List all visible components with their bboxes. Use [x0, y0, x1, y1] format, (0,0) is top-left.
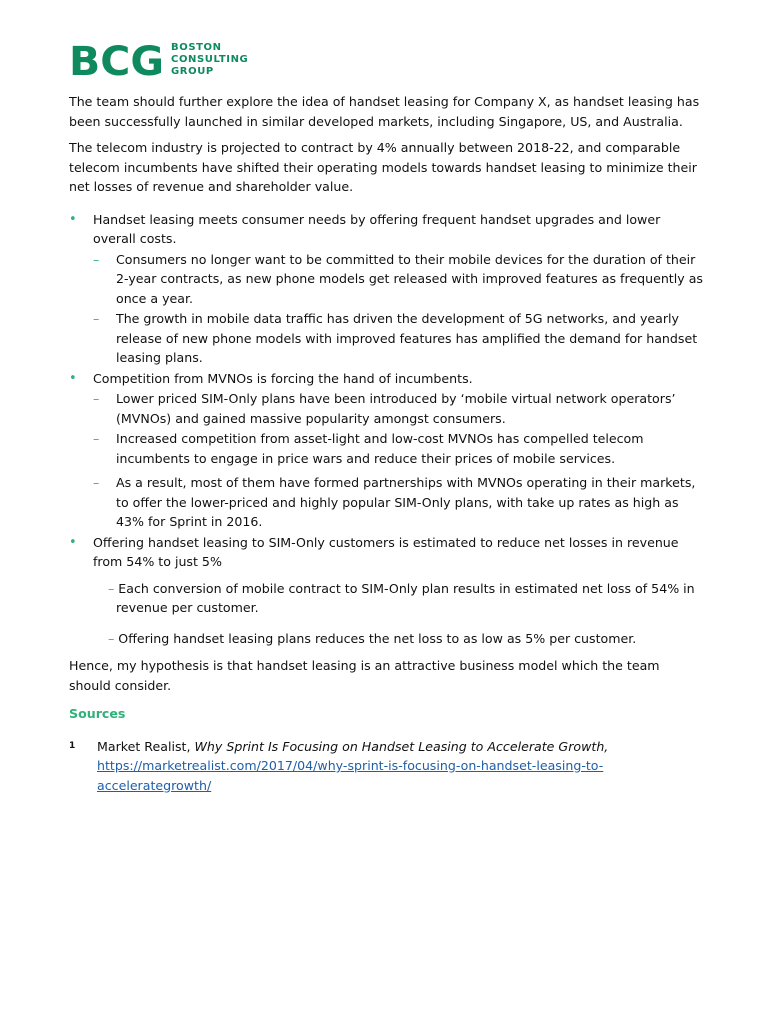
dash-icon: –	[93, 311, 100, 326]
sub-item	[93, 579, 703, 618]
sub-item-text: Offering handset leasing plans reduces the net loss to as low as 5% per customer.	[118, 630, 637, 646]
bullet-dot-icon: •	[69, 534, 77, 550]
dash-icon: –	[93, 475, 100, 490]
bullet-dot-icon: •	[69, 370, 77, 386]
bcg-logo-mark	[69, 42, 165, 78]
sub-item-text: Lower priced SIM-Only plans have been introduced by ‘mobile virtual network operators’ (MVNOs) and gained massive popularity amongst consumers.	[116, 391, 676, 426]
bullet-dot-icon: •	[69, 211, 77, 227]
bcg-logo-wordmark	[171, 42, 248, 78]
bcg-logo-letters: BCG	[69, 42, 164, 78]
bullet-consumer-needs	[69, 210, 703, 368]
logo-word-2: CONSULTING	[171, 54, 249, 65]
key-points-list	[69, 210, 703, 649]
dash-icon: –	[108, 630, 115, 646]
sub-item-text: Each conversion of mobile contract to SIM-Only plan results in estimated net loss of 54% in revenue per customer.	[116, 580, 695, 615]
dash-icon: –	[93, 251, 100, 267]
intro-paragraph: The team should further explore the idea of handset leasing for Company X, as handset leasing has been successfully launched in similar developed markets, including Singapore, US, and Australia.	[69, 94, 700, 129]
sub-item-text: The growth in mobile data traffic has driven the development of 5G networks, and yearly release of new phone models with improved features has amplified the demand for handset leasing plans.	[116, 311, 698, 365]
sub-item	[93, 473, 703, 532]
conclusion-paragraph: Hence, my hypothesis is that handset leasing is an attractive business model which the team should consider.	[69, 658, 660, 693]
source-item	[69, 737, 703, 796]
logo-word-3: GROUP	[171, 66, 214, 77]
bcg-logo	[69, 42, 248, 78]
bullet-text: Offering handset leasing to SIM-Only customers is estimated to reduce net losses in revenue from 54% to just 5%	[93, 534, 679, 569]
sub-item-text: As a result, most of them have formed partnerships with MVNOs operating in their markets, to offer the lower-priced and highly popular SIM-Only plans, with take up rates as high as 43% for Sprint in 2016.	[116, 475, 696, 529]
source-publisher: Market Realist,	[97, 738, 191, 754]
dash-icon: –	[93, 431, 100, 446]
sub-item-text: Increased competition from asset-light and low-cost MVNOs has compelled telecom incumbents to engage in price wars and reduce their prices of mobile services.	[116, 431, 644, 466]
sources-heading: Sources	[69, 706, 126, 721]
dash-icon: –	[93, 391, 100, 406]
sub-item	[93, 629, 703, 649]
bullet-text: Competition from MVNOs is forcing the hand of incumbents.	[93, 370, 473, 386]
dash-icon: –	[108, 580, 115, 596]
logo-word-1: BOSTON	[171, 42, 222, 53]
industry-paragraph: The telecom industry is projected to contract by 4% annually between 2018-22, and comparable telecom incumbents have shifted their operating models towards handset leasing to minimize their net losses of revenue and shareholder value.	[69, 140, 697, 194]
source-number: 1	[69, 740, 76, 751]
sub-list	[93, 389, 703, 532]
source-link[interactable]: https://marketrealist.com/2017/04/why-sprint-is-focusing-on-handset-leasing-to-accelerategrowth/	[97, 758, 604, 793]
bullet-net-loss-reduction	[69, 533, 703, 649]
bullet-mvno-competition	[69, 369, 703, 532]
source-article-title: Why Sprint Is Focusing on Handset Leasing to Accelerate Growth,	[194, 738, 609, 754]
sub-list	[93, 250, 703, 368]
sub-item	[93, 250, 703, 309]
sub-item-text: Consumers no longer want to be committed to their mobile devices for the duration of their 2-year contracts, as new phone models get released with improved features as frequently as once a year.	[116, 251, 703, 306]
sub-item	[93, 389, 703, 428]
sub-item	[93, 429, 703, 468]
sub-item	[93, 309, 703, 368]
bullet-text: Handset leasing meets consumer needs by offering frequent handset upgrades and lower overall costs.	[93, 211, 661, 246]
document-body	[69, 92, 703, 795]
